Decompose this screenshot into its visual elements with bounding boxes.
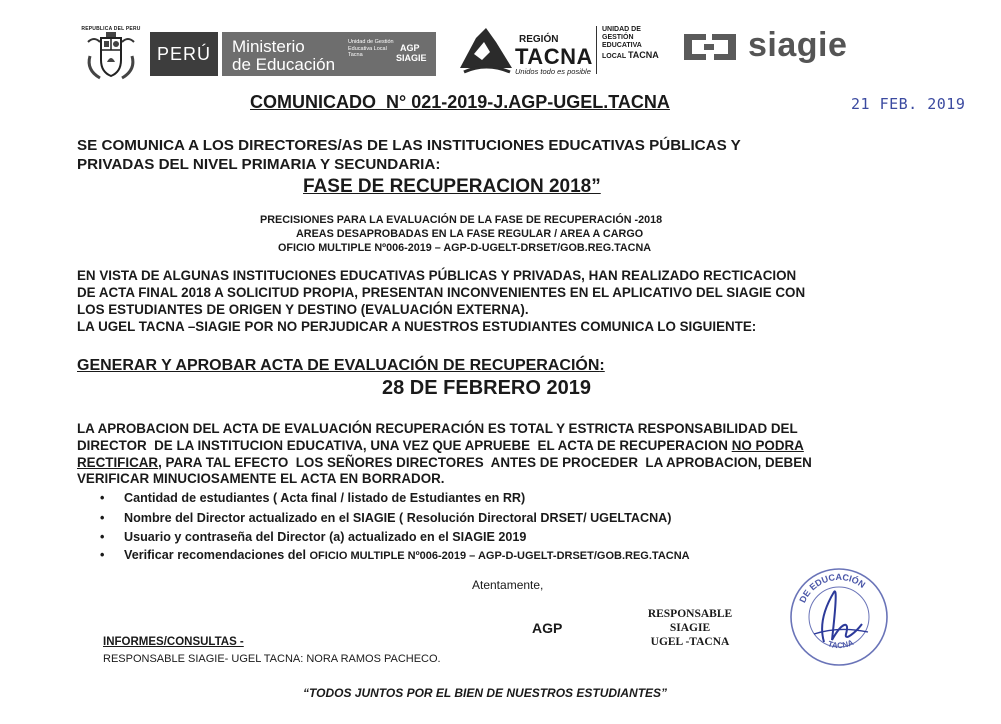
list-item-text: Nombre del Director actualizado en el SIAGIE ( Resolución Directoral DRSET/ UGELTACNA) [124,511,672,525]
ministry-small: Unidad de Gestión Educativa Local Tacna [348,39,394,58]
responsible-block [640,607,740,649]
paragraph-underline: RECTIFICAR [77,455,159,470]
list-item [100,491,525,505]
ministry-siagie: SIAGIE [396,53,427,63]
paragraph-text: , PARA TAL EFECTO LOS SEÑORES DIRECTORES ANTES DE PROCEDER LA APROBACION, DEBEN [158,455,812,470]
ugel-label [596,26,674,74]
intro-line: SE COMUNICA A LOS DIRECTORES/AS DE LAS INSTITUCIONES EDUCATIVAS PÚBLICAS Y [77,137,741,154]
region-tacna-icon [456,24,516,76]
list-item-text: Verificar recomendaciones del [124,548,310,562]
official-stamp [784,562,894,672]
informes-text: RESPONSABLE SIAGIE- UGEL TACNA: NORA RAMOS PACHECO. [103,653,441,665]
list-item [100,530,526,544]
agp-signature: AGP [532,620,563,636]
ugel-line-local [602,51,674,61]
paragraph-text: DIRECTOR DE LA INSTITUCION EDUCATIVA, UNA VEZ QUE APRUEBE EL ACTA DE RECUPERACION [77,438,732,453]
paragraph-line: VERIFICAR MINUCIOSAMENTE EL ACTA EN BORRADOR. [77,471,445,486]
bullet-dot-icon: • [100,491,105,505]
ministry-line1: Ministerio [232,37,305,56]
generate-heading [77,357,605,375]
footer-motto: “TODOS JUNTOS POR EL BIEN DE NUESTROS ESTUDIANTES” [303,686,668,700]
ugel-tacna: TACNA [627,49,659,60]
responsible-line: UGEL -TACNA [650,636,730,648]
document-title: COMUNICADO N° 021-2019-J.AGP-UGEL.TACNA [250,92,670,112]
region-slogan: Unidos todo es posible [515,67,591,76]
precision-line: OFICIO MULTIPLE Nº006-2019 – AGP-D-UGELT-DRSET/GOB.REG.TACNA [278,242,652,254]
letterhead [0,0,1001,90]
peru-label: PERÚ [150,32,218,76]
ministry-agp: AGP [400,43,420,53]
paragraph-line: DE ACTA FINAL 2018 A SOLICITUD PROPIA, PRESENTAN INCONVENIENTES EN EL APLICATIVO DEL SIAGIE CON [77,285,806,300]
bullet-dot-icon: • [100,530,105,544]
date-stamp: 21 FEB. 2019 [851,95,966,113]
region-label: REGIÓN [519,34,559,45]
generate-title: GENERAR Y APROBAR ACTA DE EVALUACIÓN DE RECUPERACIÓN [77,357,600,374]
paragraph-line [77,438,804,453]
paragraph-line: LOS ESTUDIANTES DE ORIGEN Y DESTINO (EVALUACIÓN EXTERNA). [77,302,529,317]
peru-crest-logo [80,26,142,86]
region-name: TACNA [515,44,593,69]
stamp-text-bottom: TACNA [826,637,855,651]
ministry-logo [222,32,436,76]
list-item [100,548,690,562]
stamp-text-top: DE EDUCACIÓN [797,571,868,605]
paragraph-line: LA APROBACION DEL ACTA DE EVALUACIÓN RECUPERACIÓN ES TOTAL Y ESTRICTA RESPONSABILIDAD DEL [77,421,798,436]
closing: Atentamente, [472,578,544,592]
ugel-line: EDUCATIVA [602,42,642,50]
fase-title: FASE DE RECUPERACION 2018” [303,176,601,197]
siagie-logo-text: siagie [748,26,848,64]
generate-colon: : [599,357,605,374]
paragraph-underline: NO PODRA [731,438,804,453]
shield-icon [80,26,142,86]
paragraph-line: LA UGEL TACNA –SIAGIE POR NO PERJUDICAR A NUESTROS ESTUDIANTES COMUNICA LO SIGUIENTE: [77,319,757,334]
stamp-inner-ring [809,587,869,647]
precision-line: AREAS DESAPROBADAS EN LA FASE REGULAR / AREA A CARGO [296,228,644,240]
list-item-text: Cantidad de estudiantes ( Acta final / listado de Estudiantes en RR) [124,491,526,505]
list-item-reference: OFICIO MULTIPLE Nº006-2019 – AGP-D-UGELT-DRSET/GOB.REG.TACNA [309,550,690,562]
siagie-logo-icon [680,30,740,64]
responsible-line: SIAGIE [669,622,711,634]
ugel-line: UNIDAD DE [602,26,641,33]
ugel-line: GESTIÓN [602,34,634,42]
paragraph-line: EN VISTA DE ALGUNAS INSTITUCIONES EDUCATIVAS PÚBLICAS Y PRIVADAS, HAN REALIZADO RECTICACION [77,268,797,283]
list-item [100,511,671,525]
ugel-local: LOCAL [602,52,626,60]
bullet-dot-icon: • [100,548,105,562]
bullet-dot-icon: • [100,511,105,525]
signature-scribble [822,591,862,642]
informes-heading: INFORMES/CONSULTAS - [103,636,244,648]
ministry-line2: de Educación [232,55,336,74]
crest-label: REPUBLICA DEL PERU [81,26,141,32]
responsible-line: RESPONSABLE [647,608,733,620]
list-item-text: Usuario y contraseña del Director (a) actualizado en el SIAGIE 2019 [124,530,527,544]
stamp-outer-ring [791,569,887,665]
paragraph-line [77,455,812,470]
precision-line: PRECISIONES PARA LA EVALUACIÓN DE LA FASE DE RECUPERACIÓN -2018 [260,214,663,226]
deadline: 28 DE FEBRERO 2019 [382,377,591,399]
intro-line: PRIVADAS DEL NIVEL PRIMARIA Y SECUNDARIA: [77,156,441,173]
